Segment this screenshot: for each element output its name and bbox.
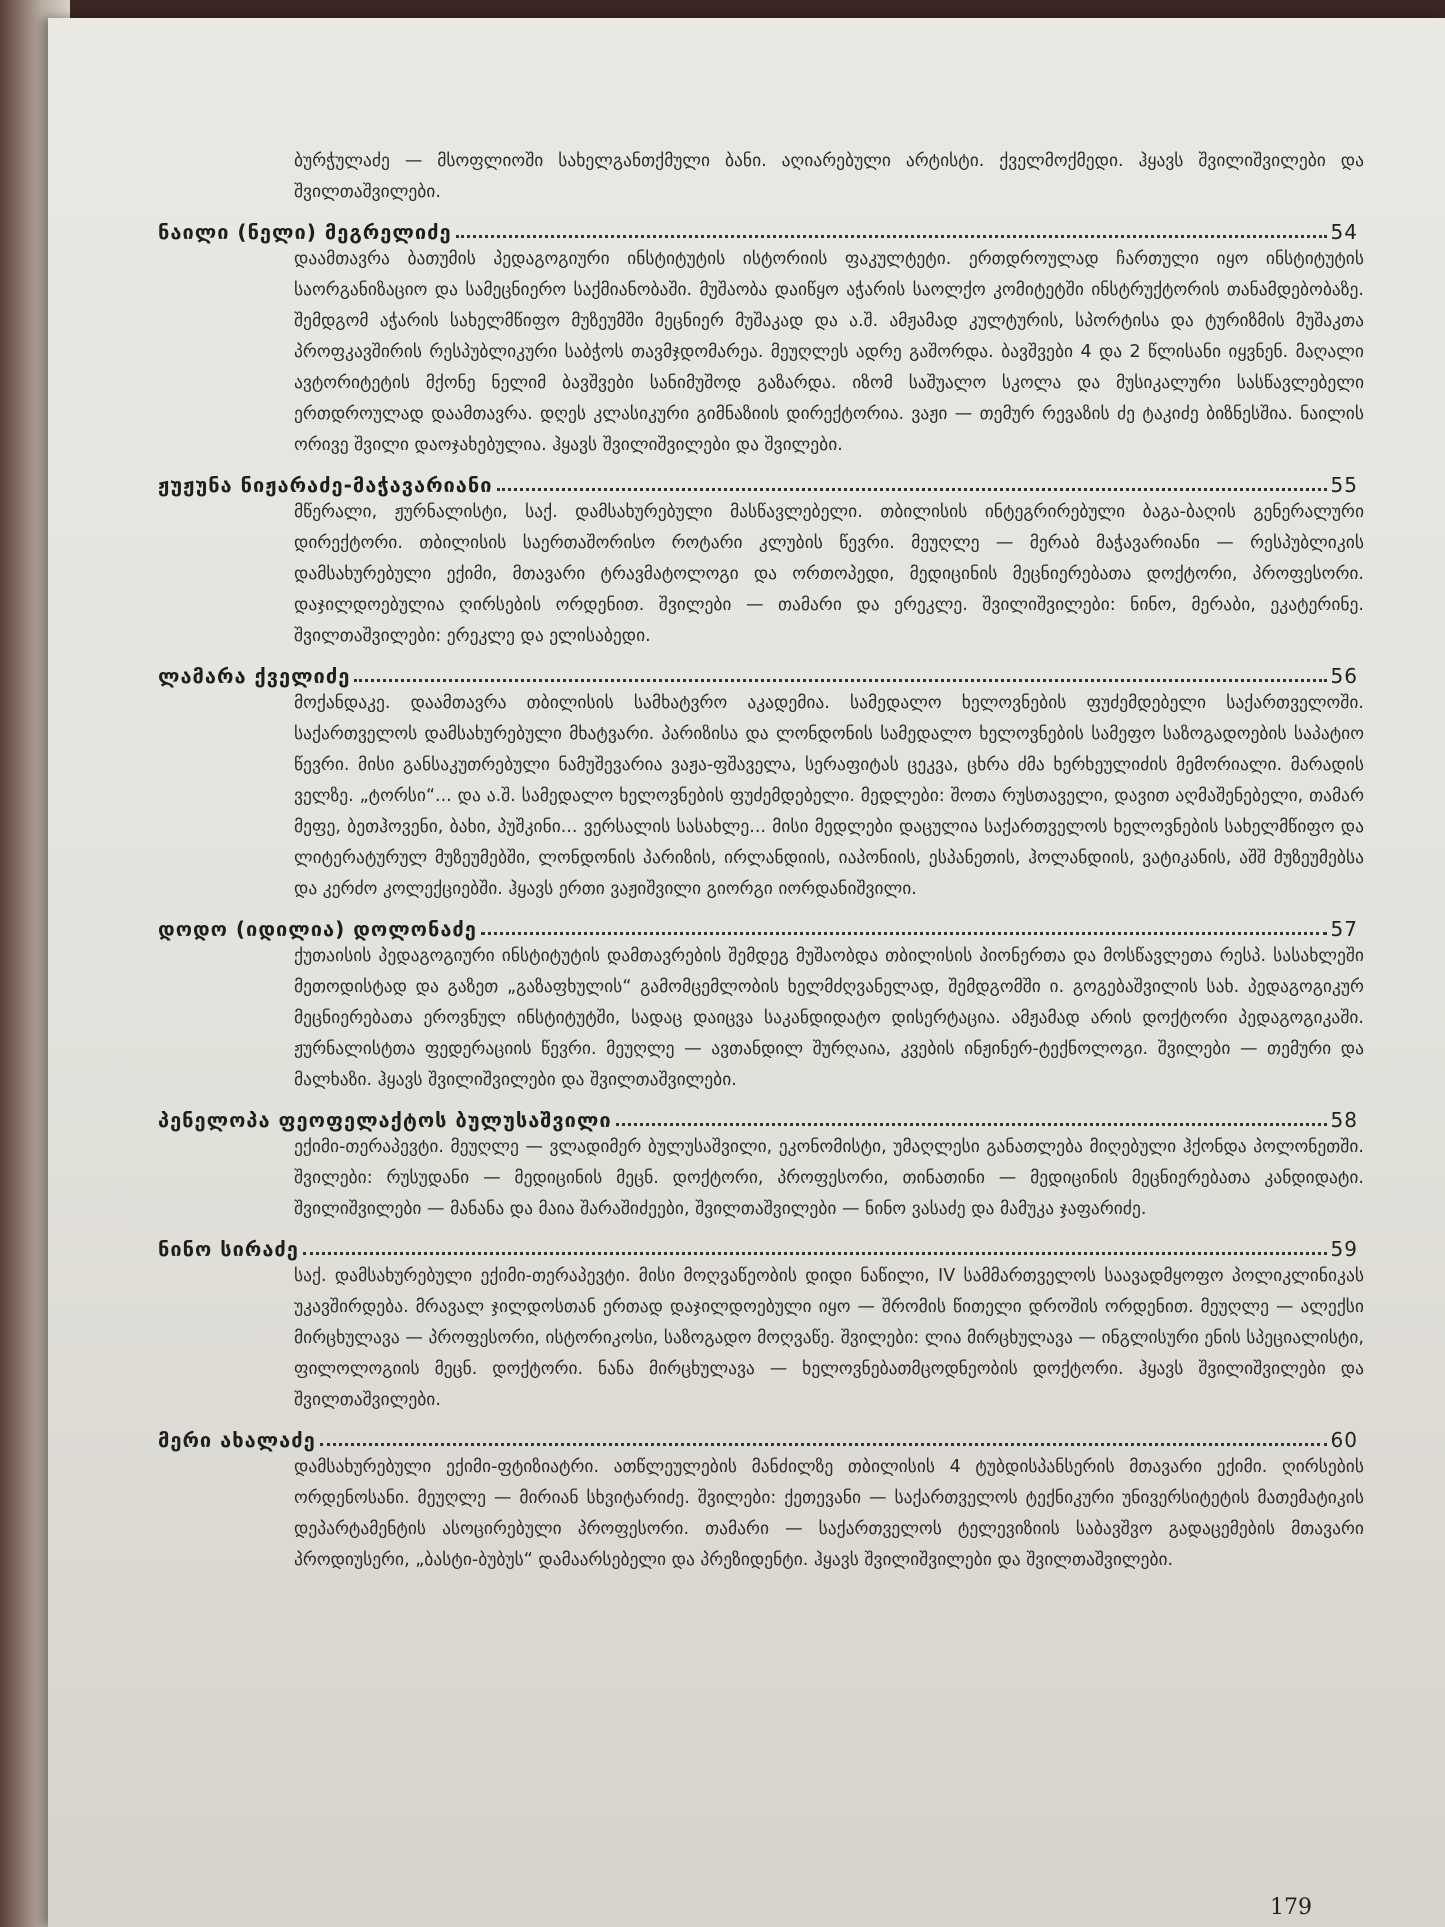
dot-leader [616,1123,1327,1126]
entry-heading [158,911,1368,941]
page-content [158,146,1368,1582]
entry-heading [158,1102,1368,1132]
entry-name: ნინო სირაძე [158,1237,299,1261]
biography-entry [158,1231,1368,1416]
entry-paragraph: დაამთავრა ბათუმის პედაგოგიური ინსტიტუტის ისტორიის ფაკულტეტი. ერთდროულად ჩართული იყო ინსტიტუტის საორგანიზაციო და სამეცნიერო საქმიანობაში. მუშაობა დაიწყო აჭარის საოლქო კომიტეტში ინსტრუქტორის თანამდებობაზე. შემდგომ აჭარის სახელმწიფო მუზეუმში მეცნიერ მუშაკად და ა.შ. ამჟამად კულტურის, სპორტისა და ტურიზმის მუშაკთა პროფკავშირის რესპუბლიკური საბჭოს თავმჯდომარეა. მეუღლეს ადრე გაშორდა. ბავშვები 4 და 2 წლისანი იყვნენ. მაღალი ავტორიტეტის მქონე ნელიმ ბავშვები სანიმუშოდ გაზარდა. იზომ საშუალო სკოლა და მუსიკალური სასწავლებელი ერთდროულად დაამთავრა. დღეს კლასიკური გიმნაზიის დირექტორია. ვაჟი — თემურ რევაზის ძე ტაკიძე ბიზნესშია. ნაილის ორივე შვილი დაოჯახებულია. ჰყავს შვილიშვილები და შვილები. [294,249,1364,455]
intro-paragraph: ბურჭულაძე — მსოფლიოში სახელგანთქმული ბანი. აღიარებული არტისტი. ქველმოქმედი. ჰყავს შვილიშვილები და შვილთაშვილები. [294,151,1364,202]
entry-page-ref: 54 [1330,220,1358,244]
biography-entry [158,214,1368,461]
entry-paragraph: მწერალი, ჟურნალისტი, საქ. დამსახურებული მასწავლებელი. თბილისის ინტეგრირებული ბაგა-ბაღის გენერალური დირექტორი. თბილისის საერთაშორისო როტარი კლუბის წევრი. მეუღლე — მერაბ მაჭავარიანი — რესპუბლიკის დამსახურებული ექიმი, მთავარი ტრავმატოლოგი და ორთოპედი, მედიცინის მეცნიერებათა დოქტორი, პროფესორი. დაჯილდოებულია ღირსების ორდენით. შვილები — თამარი და ერეკლე. შვილიშვილები: ნინო, მერაბი, ეკატერინე. შვილთაშვილები: ერეკლე და ელისაბედი. [294,502,1364,646]
entry-paragraph: ქუთაისის პედაგოგიური ინსტიტუტის დამთავრების შემდეგ მუშაობდა თბილისის პიონერთა და მოსწავლეთა რესპ. სასახლეში მეთოდისტად და გაზეთ „გაზაფხულის“ გამომცემლობის ხელმძღვანელად, შემდგომში ი. გოგებაშვილის სახ. პედაგოგიკურ მეცნიერებათა ეროვნულ ინსტიტუტში, სადაც დაიცვა საკანდიდატო დისერტაცია. ამჟამად არის დოქტორი პედაგოგიკაში. ჟურნალისტთა ფედერაციის წევრი. მეუღლე — ავთანდილ შურღაია, კვების ინჟინერ-ტექნოლოგი. შვილები — თემური და მალხაზი. ჰყავს შვილიშვილები და შვილთაშვილები. [294,946,1364,1090]
biography-entry [158,1422,1368,1576]
dot-leader [320,1443,1327,1446]
entry-heading [158,1231,1368,1261]
entry-paragraph: დამსახურებული ექიმი-ფტიზიატრი. ათწლეულების მანძილზე თბილისის 4 ტუბდისპანსერის მთავარი ექიმი. ღირსების ორდენოსანი. მეუღლე — მირიან სხვიტარიძე. შვილები: ქეთევანი — საქართველოს ტექნიკური უნივერსიტეტის მათემატიკის დეპარტამენტის ასოცირებული პროფესორი. თამარი — საქართველოს ტელევიზიის საბავშვო გადაცემების მთავარი პროდიუსერი, „ბასტი-ბუბუს“ დამაარსებელი და პრეზიდენტი. ჰყავს შვილიშვილები და შვილთაშვილები. [294,1457,1364,1570]
intro-entry [158,146,1368,208]
dot-leader [303,1252,1327,1255]
entry-heading [158,658,1368,688]
dot-leader [481,932,1327,935]
entry-page-ref: 58 [1330,1108,1358,1132]
entry-heading [158,467,1368,497]
biography-entry [158,1102,1368,1225]
entry-name: პენელოპა ფეოფელაქტოს ბულუსაშვილი [158,1108,612,1132]
biography-entry [158,467,1368,652]
page-number: 179 [1270,1895,1312,1920]
entry-name: ნაილი (ნელი) მეგრელიძე [158,220,452,244]
biography-entry [158,911,1368,1096]
entry-name: მერი ახალაძე [158,1428,316,1452]
entry-paragraph: ექიმი-თერაპევტი. მეუღლე — ვლადიმერ ბულუსაშვილი, ეკონომისტი, უმაღლესი განათლება მიღებული ჰქონდა პოლონეთში. შვილები: რუსუდანი — მედიცინის მეცნ. დოქტორი, პროფესორი, თინათინი — მედიცინის მეცნიერებათა კანდიდატი. შვილიშვილები — მანანა და მაია შარაშიძეები, შვილთაშვილები — ნინო ვასაძე და მამუკა ჯაფარიძე. [294,1137,1364,1219]
dot-leader [354,679,1326,682]
entry-name: დოდო (იდილია) დოლონაძე [158,917,477,941]
entry-paragraph: მოქანდაკე. დაამთავრა თბილისის სამხატვრო აკადემია. სამედალო ხელოვნების ფუძემდებელი საქართველოში. საქართველოს დამსახურებული მხატვარი. პარიზისა და ლონდონის სამედალო ხელოვნების სამეფო საზოგადოების საპატიო წევრი. მისი განსაკუთრებული ნამუშევარია ვაჟა-ფშაველა, სერაფიტას ცეკვა, ცხრა ძმა ხერხეულიძის მემორიალი. მარადის ველზე. „ტორსი“... და ა.შ. სამედალო ხელოვნების ფუძემდებელი. მედლები: შოთა რუსთაველი, დავით აღმაშენებელი, თამარ მეფე, ბეთჰოვენი, ბახი, პუშკინი... ვერსალის სასახლე... მისი მედლები დაცულია საქართველოს ხელოვნების სახელმწიფო და ლიტერატურულ მუზეუმებში, ლონდონის პარიზის, ირლანდიის, იაპონიის, ესპანეთის, ჰოლანდიის, ვატიკანის, აშშ მუზეუმებსა და კერძო კოლექციებში. ჰყავს ერთი ვაჟიშვილი გიორგი იორდანიშვილი. [294,693,1364,899]
entry-name: ჟუჟუნა ნიჟარაძე-მაჭავარიანი [158,473,493,497]
entry-page-ref: 57 [1330,917,1358,941]
entry-page-ref: 59 [1330,1237,1358,1261]
entry-page-ref: 60 [1330,1428,1358,1452]
entry-heading [158,1422,1368,1452]
entry-paragraph: საქ. დამსახურებული ექიმი-თერაპევტი. მისი მოღვაწეობის დიდი ნაწილი, IV სამმართველოს საავადმყოფო პოლიკლინიკას უკავშირდება. მრავალ ჯილდოსთან ერთად დაჯილდოებული იყო — შრომის წითელი დროშის ორდენით. მეუღლე — ალექსი მირცხულავა — პროფესორი, ისტორიკოსი, საზოგადო მოღვაწე. შვილები: ლია მირცხულავა — ინგლისური ენის სპეციალისტი, ფილოლოგიის მეცნ. დოქტორი. ნანა მირცხულავა — ხელოვნებათმცოდნეობის დოქტორი. ჰყავს შვილიშვილები და შვილთაშვილები. [294,1266,1364,1410]
entry-name: ლამარა ქველიძე [158,664,351,688]
dot-leader [456,235,1327,238]
entry-page-ref: 55 [1330,473,1358,497]
entry-heading [158,214,1368,244]
entry-page-ref: 56 [1330,664,1358,688]
dot-leader [497,488,1327,491]
biography-entry [158,658,1368,905]
book-page [48,18,1445,1927]
